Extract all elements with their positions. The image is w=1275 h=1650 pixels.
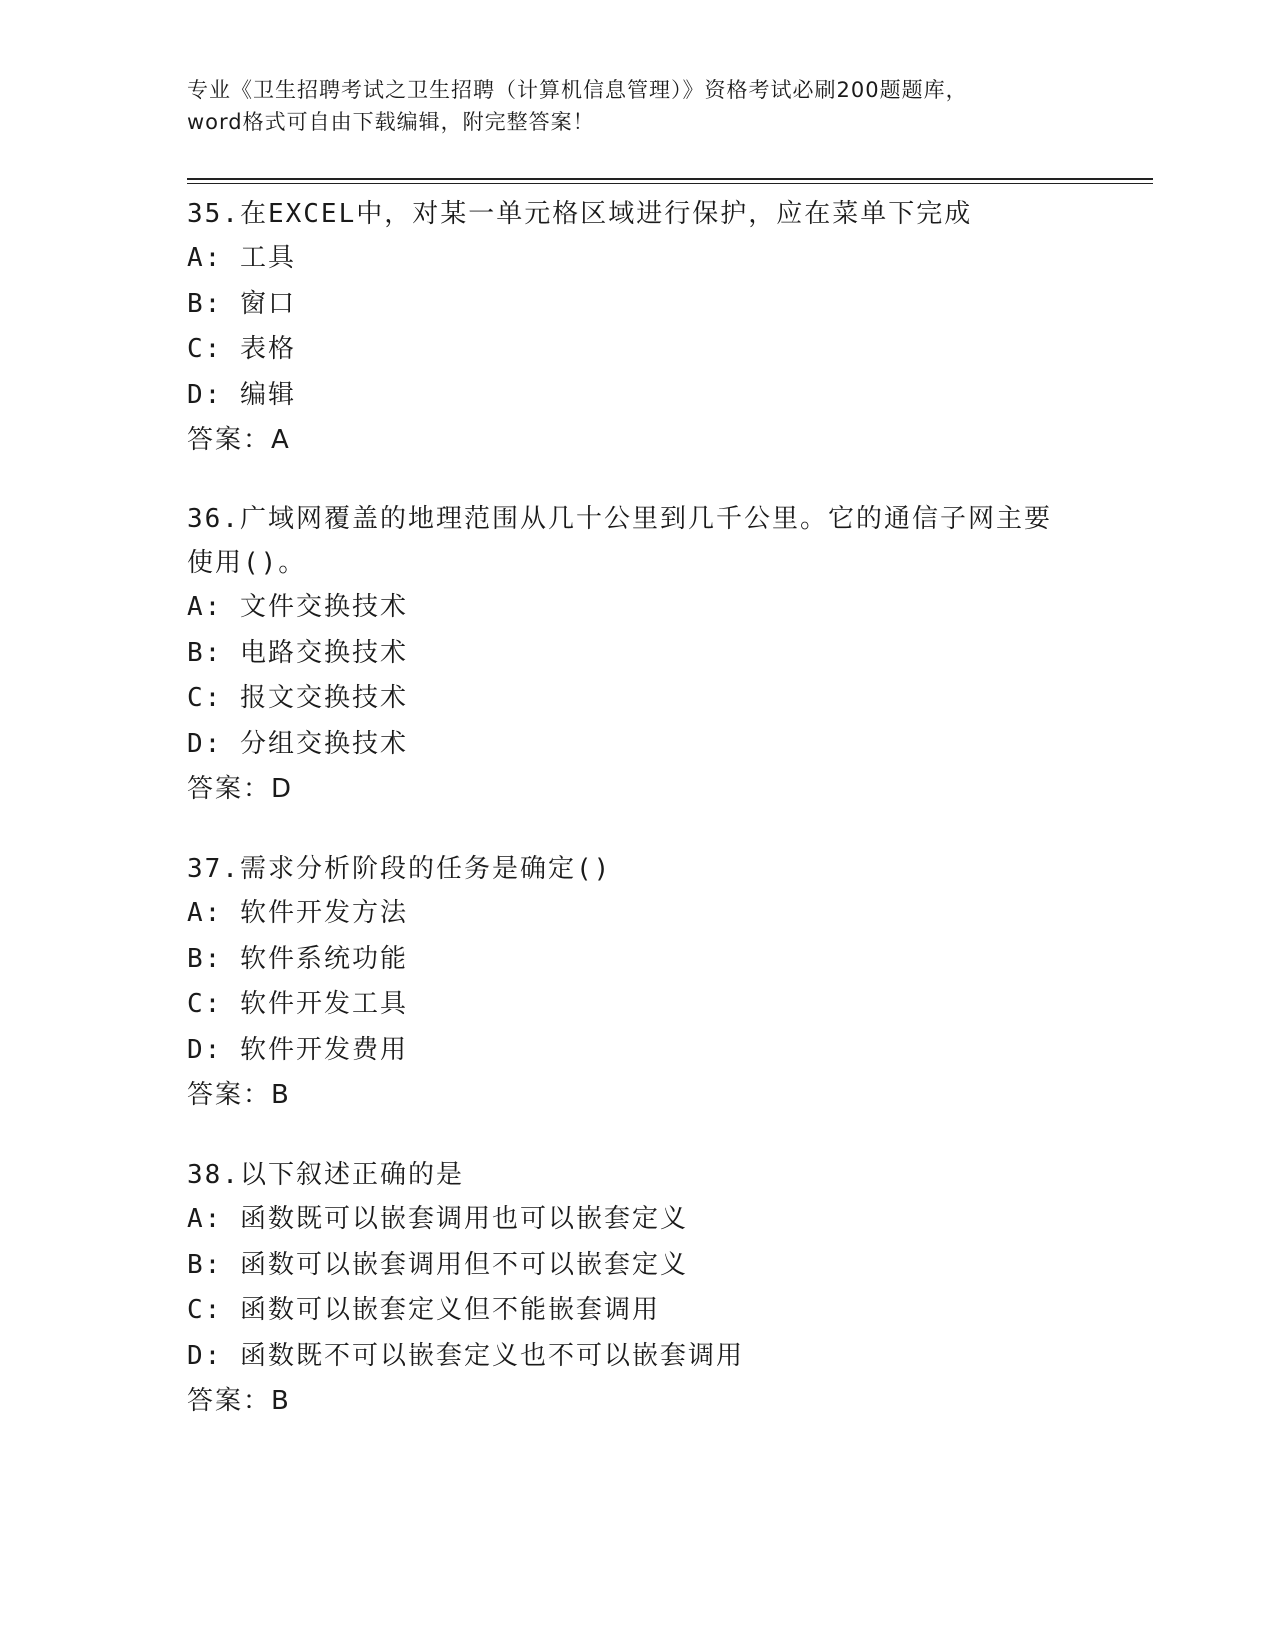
header-divider-thick [187, 178, 1153, 180]
option-d: D: 函数既不可以嵌套定义也不可以嵌套调用 [187, 1340, 744, 1371]
option-c: C: 表格 [187, 334, 296, 364]
option-b: B: 电路交换技术 [187, 637, 408, 668]
question-37 [187, 847, 1087, 1119]
option-d: D: 软件开发费用 [187, 1034, 408, 1065]
option-b: B: 函数可以嵌套调用但不可以嵌套定义 [187, 1249, 688, 1280]
option-d: D: 编辑 [187, 379, 296, 410]
option-b: B: 窗口 [187, 288, 296, 319]
answer-label: 答案：B [187, 1080, 291, 1110]
option-c: C: 报文交换技术 [187, 683, 408, 713]
question-38 [187, 1153, 1087, 1425]
header-divider-thin [187, 183, 1153, 184]
question-stem: 35.在EXCEL中，对某一单元格区域进行保护，应在菜单下完成 [187, 199, 973, 229]
question-36 [187, 497, 1087, 813]
option-c: C: 软件开发工具 [187, 989, 408, 1019]
option-c: C: 函数可以嵌套定义但不能嵌套调用 [187, 1295, 660, 1325]
document-header [187, 74, 1087, 138]
option-a: A: 工具 [187, 243, 296, 273]
option-a: A: 函数既可以嵌套调用也可以嵌套定义 [187, 1204, 688, 1234]
answer-label: 答案：A [187, 425, 291, 455]
answer-label: 答案：D [187, 774, 294, 804]
question-stem: 37.需求分析阶段的任务是确定() [187, 854, 612, 884]
question-stem: 38.以下叙述正确的是 [187, 1160, 464, 1190]
answer-label: 答案：B [187, 1386, 291, 1416]
header-line-1: 专业《卫生招聘考试之卫生招聘（计算机信息管理）》资格考试必刷200题题库， [187, 78, 968, 102]
option-b: B: 软件系统功能 [187, 943, 408, 974]
question-stem-line-2: 使用()。 [187, 548, 307, 578]
question-35 [187, 192, 1087, 464]
option-d: D: 分组交换技术 [187, 728, 408, 759]
question-stem-line-1: 36.广域网覆盖的地理范围从几十公里到几千公里。它的通信子网主要 [187, 504, 1052, 534]
header-line-2: word格式可自由下载编辑，附完整答案！ [187, 110, 595, 134]
option-a: A: 文件交换技术 [187, 592, 408, 622]
option-a: A: 软件开发方法 [187, 898, 408, 928]
